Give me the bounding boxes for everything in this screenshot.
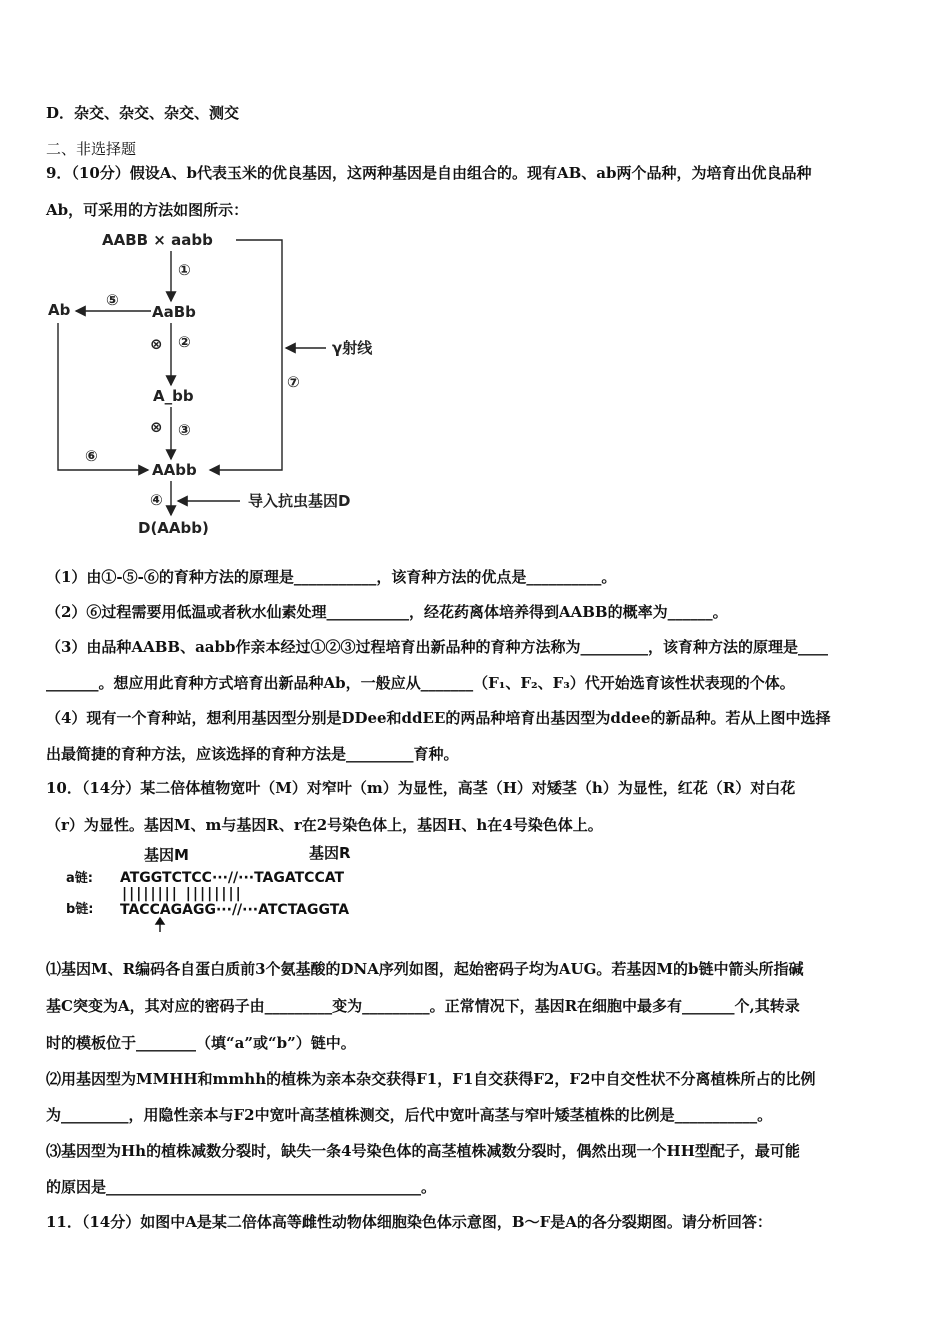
step-3-marker: ③ bbox=[178, 421, 191, 439]
aabb-target: AAbb bbox=[152, 461, 197, 479]
step-6-marker: ⑥ bbox=[85, 447, 98, 465]
q10-part1-line1: ⑴基因M、R编码各自蛋白质前3个氨基酸的DNA序列如图，起始密码子均为AUG。若基因M的b链中箭头所指碱 bbox=[46, 960, 804, 978]
b-strand-sequence: TACCAGAGG···//···ATCTAGGTA bbox=[120, 902, 350, 918]
q9-sub1: （1）由①-⑤-⑥的育种方法的原理是___________，该育种方法的优点是__________。 bbox=[46, 568, 617, 586]
base-pair-lines: |||||||| |||||||| bbox=[122, 886, 243, 902]
breeding-diagram bbox=[40, 225, 400, 545]
b-strand-label: b链: bbox=[66, 902, 94, 917]
q9-stem-line1: 9．（10分）假设A、b代表玉米的优良基因，这两种基因是自由组合的。现有AB、ab两个品种，为培育出优良品种 bbox=[46, 164, 812, 182]
self-cross-symbol-2: ⊗ bbox=[150, 418, 163, 436]
step-7-marker: ⑦ bbox=[287, 373, 300, 391]
a-strand-label: a链: bbox=[66, 871, 93, 886]
q10-part1-line3: 时的模板位于________（填“a”或“b”）链中。 bbox=[46, 1034, 356, 1052]
step-5-marker: ⑤ bbox=[106, 291, 119, 309]
q10-part3-line2: 的原因是__________________________________________。 bbox=[46, 1178, 437, 1196]
a-bb-genotype: A_bb bbox=[153, 387, 194, 405]
q9-sub3-line2: _______。想应用此育种方式培育出新品种Ab，一般应从_______（F₁、F₂、F₃）代开始选育该性状表现的个体。 bbox=[46, 674, 795, 692]
self-cross-symbol-1: ⊗ bbox=[150, 335, 163, 353]
q9-sub4-line2: 出最简捷的育种方法，应该选择的育种方法是_________育种。 bbox=[46, 745, 459, 763]
step-4-marker: ④ bbox=[150, 491, 163, 509]
final-product: D(AAbb) bbox=[138, 519, 209, 537]
target-ab: Ab bbox=[48, 301, 71, 319]
q10-stem-line2: （r）为显性。基因M、m与基因R、r在2号染色体上，基因H、h在4号染色体上。 bbox=[46, 816, 603, 834]
q10-part1-line2: 基C突变为A，其对应的密码子由_________变为_________。正常情况下，基因R在细胞中最多有_______个,其转录 bbox=[46, 997, 800, 1015]
gamma-ray-label: γ射线 bbox=[332, 339, 373, 357]
gene-m-label: 基因M bbox=[144, 846, 189, 864]
q9-sub4-line1: （4）现有一个育种站，想利用基因型分别是DDee和ddEE的两品种培育出基因型为ddee的新品种。若从上图中选择 bbox=[46, 709, 831, 727]
q11-stem: 11．（14分）如图中A是某二倍体高等雌性动物体细胞染色体示意图，B～F是A的各分裂期图。请分析回答： bbox=[46, 1213, 772, 1231]
step-1-marker: ① bbox=[178, 261, 191, 279]
f1-aabb: AaBb bbox=[152, 303, 196, 321]
step-2-marker: ② bbox=[178, 333, 191, 351]
parents-cross: AABB × aabb bbox=[102, 231, 213, 249]
q10-part2-line1: ⑵用基因型为MMHH和mmhh的植株为亲本杂交获得F1，F1自交获得F2，F2中自交性状不分离植株所占的比例 bbox=[46, 1070, 816, 1088]
section-title: 二、非选择题 bbox=[46, 140, 137, 158]
gene-r-label: 基因R bbox=[309, 844, 351, 862]
insect-resistance-label: 导入抗虫基因D bbox=[248, 492, 351, 510]
q9-sub3-line1: （3）由品种AABB、aabb作亲本经过①②③过程培育出新品种的育种方法称为_________，该育种方法的原理是____ bbox=[46, 638, 828, 656]
q9-sub2: （2）⑥过程需要用低温或者秋水仙素处理___________，经花药离体培养得到AABB的概率为______。 bbox=[46, 603, 728, 621]
a-strand-sequence: ATGGTCTCC···//···TAGATCCAT bbox=[120, 870, 345, 886]
q10-part3-line1: ⑶基因型为Hh的植株减数分裂时，缺失一条4号染色体的高茎植株减数分裂时，偶然出现一个HH型配子，最可能 bbox=[46, 1142, 800, 1160]
option-d: D．杂交、杂交、杂交、测交 bbox=[46, 104, 240, 122]
q9-stem-line2: Ab，可采用的方法如图所示： bbox=[46, 201, 249, 219]
dna-sequence-figure bbox=[64, 842, 404, 934]
q10-part2-line2: 为_________，用隐性亲本与F2中宽叶高茎植株测交，后代中宽叶高茎与窄叶矮茎植株的比例是___________。 bbox=[46, 1106, 773, 1124]
q10-stem-line1: 10．（14分）某二倍体植物宽叶（M）对窄叶（m）为显性，高茎（H）对矮茎（h）为显性，红花（R）对白花 bbox=[46, 779, 796, 797]
